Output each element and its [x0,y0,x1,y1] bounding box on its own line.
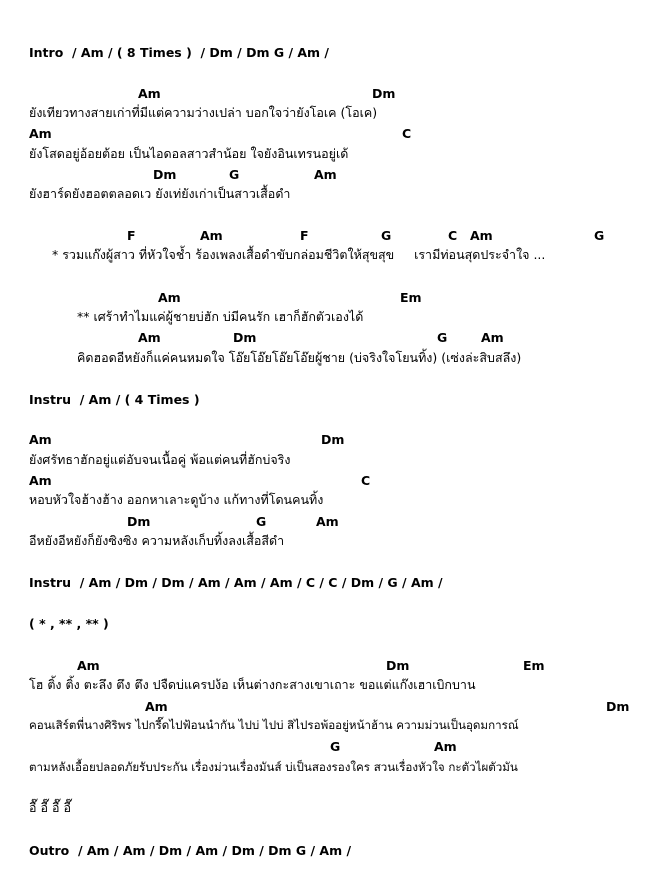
chord: Dm [153,167,177,182]
chord: Em [400,290,422,305]
chord: Dm [321,432,345,447]
chord: Am [138,86,161,101]
chord: G [594,228,605,243]
chord: Am [77,658,100,673]
chord-row [0,290,670,306]
chord: Am [316,514,339,529]
chord: Am [200,228,223,243]
chord-row [0,699,670,715]
chord: F [127,228,136,243]
chord-row [0,126,670,142]
chord-row [0,86,670,102]
instru-line: Instru / Am / Dm / Dm / Am / Am / Am / C / C / Dm / G / Am / [29,575,443,590]
chord: C [402,126,412,141]
chord: Am [314,167,337,182]
chord-row [0,167,670,183]
chord: Dm [386,658,410,673]
instru-line: Instru / Am / ( 4 Times ) [29,392,200,407]
lyric-line: โฮ ติ้ง ติ้ง ตะลึง ตึง ตึง ปจืดบ่แครปง้อ เห็นต่างกะสางเขาเถาะ ขอแต่แก๊งเฮาเบิกบาน [29,677,476,692]
chord: Am [29,126,52,141]
chord-row [0,658,670,674]
lyric-line: ยังโสดอยู่อ้อยต้อย เป็นไอดอลสาวสำน้อย ใจยังอินเทรนอยู่เด้ [29,146,349,161]
chord: G [330,739,341,754]
chord: G [229,167,240,182]
chord: Am [29,432,52,447]
chord: Am [481,330,504,345]
chord-row [0,330,670,346]
chord-row [0,514,670,530]
chord: G [437,330,448,345]
chord: Am [29,473,52,488]
repeat-line: ( * , ** , ** ) [29,616,109,631]
chord: Am [470,228,493,243]
chord: C [361,473,371,488]
chord: Am [138,330,161,345]
chord: C [448,228,458,243]
lyric-line: ยังศรัทธาฮักอยู่แต่อับจนเนื้อคู่ พ้อแต่คนที่ฮักบ่จริง [29,452,291,467]
lyric-line: ยังฮาร์ดยังฮอตตลอดเว ยังเท่ยังเก่าเป็นสาวเสื้อดำ [29,186,291,201]
chord: Dm [606,699,630,714]
chord: Am [158,290,181,305]
chord: Em [523,658,545,673]
outro-words: อื๊ อื๊ อื๊ อื๊ [29,800,71,815]
intro-line: Intro / Am / ( 8 Times ) / Dm / Dm G / Am / [29,45,329,60]
outro-line: Outro / Am / Am / Dm / Am / Dm / Dm G / Am / [29,843,352,858]
chord: Dm [233,330,257,345]
lyric-line: ตามหลังเอื้อยปลอดภัยรับประกัน เรื่องม่วนเรื่องมันส์ บ่เป็นสองรองใคร สวนเรื่องหัวใจ กะตัวไผตัวมัน [29,760,518,774]
lyric-line: คอนเสิร์ตพี่นางศิริพร ไปกรี๊ดไปฟ้อนนำกัน ไปบ่ ไปบ่ สิไปรอพ้ออยู่หน้าฮ้าน ความม่วนเป็นอุดมการณ์ [29,718,519,732]
chord: Dm [127,514,151,529]
chord-row [0,739,670,755]
lyric-line: * รวมแก๊งผู้สาว ที่หัวใจช้ำ ร้องเพลงเสื้อดำขับกล่อมชีวิตให้สุขสุข เรามีท่อนสุดประจำใจ ... [52,247,546,262]
chord-row [0,228,670,244]
chord: G [256,514,267,529]
chord: G [381,228,392,243]
chord-row [0,473,670,489]
lyric-line: หอบหัวใจฮ้างฮ้าง ออกหาเลาะดูบ้าง แก้ทางที่โดนคนทิ้ง [29,492,324,507]
lyric-line: ยังเทียวทางสายเก่าที่มีแต่ความว่างเปล่า บอกใจว่ายังโอเค (โอเค) [29,105,378,120]
chord: Am [145,699,168,714]
chord-row [0,432,670,448]
lyric-line: ** เศร้าทำไมแค่ผู้ชายบ่ฮัก บ่มีคนรัก เฮาก็ฮักตัวเองได้ [77,309,364,324]
chord: F [300,228,309,243]
lyric-line: อีหยังอีหยังก็ยังซิงซิง ความหลังเก็บทิ้งลงเสื้อสีดำ [29,533,285,548]
chord: Dm [372,86,396,101]
lyric-line: คิดฮอดอีหยังก็แค่คนหมดใจ โอ๊ยโอ๊ยโอ๊ยโอ๊ยผู้ชาย (บ่จริงใจโยนทิ้ง) (เซ่งล่ะสิบสลึง) [77,350,522,365]
chord: Am [434,739,457,754]
